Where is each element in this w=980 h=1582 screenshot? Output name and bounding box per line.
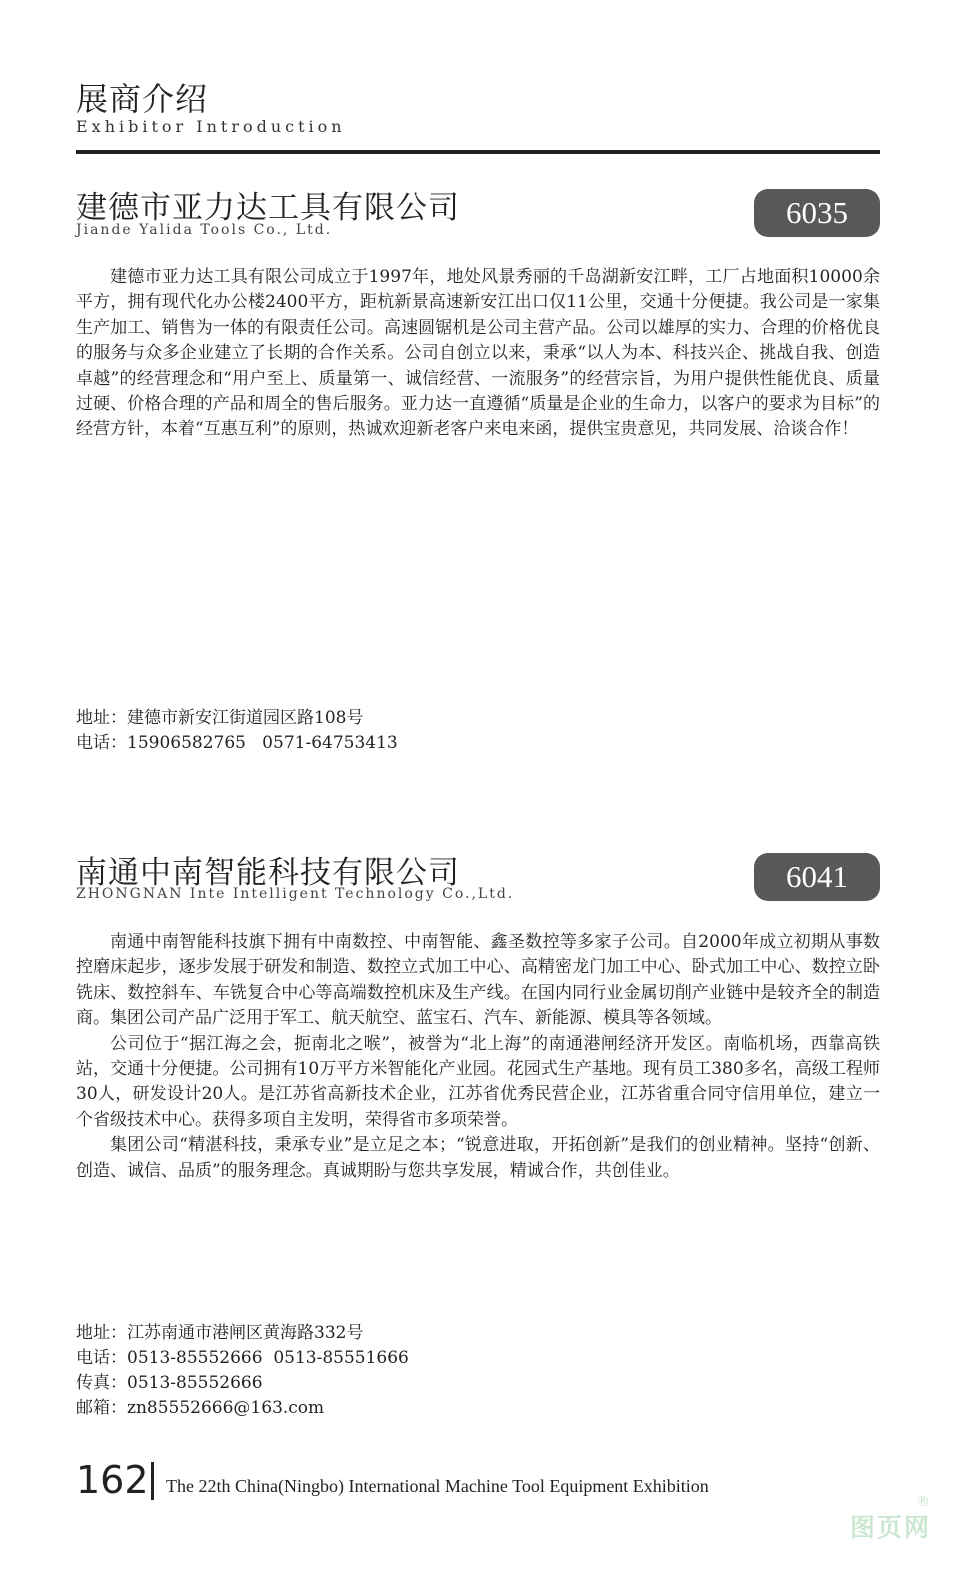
footer-divider: [151, 1462, 154, 1500]
contact-phone: [76, 1346, 409, 1371]
contact-value: 0513-85552666: [127, 1373, 263, 1393]
description-paragraph: 公司位于“据江海之会，扼南北之喉”，被誉为“北上海”的南通港闸经济开发区。南临机场，西靠高铁站，交通十分便捷。公司拥有10万平方米智能化产业园。花园式生产基地。现有员工380多名，高级工程师30人，研发设计20人。是江苏省高新技术企业，江苏省优秀民营企业，江苏省重合同守信用单位，建立一个省级技术中心。获得多项自主发明，荣得省市多项荣誉。: [76, 1033, 880, 1130]
company-description: [0, 930, 980, 1184]
contact-phone: [76, 731, 398, 756]
booth-number-badge: 6041: [754, 853, 880, 901]
company-name-en: ZHONGNAN Inte Intelligent Technology Co.,Ltd.: [76, 886, 515, 902]
contact-label: 地址：: [76, 1323, 127, 1343]
header-divider: [76, 150, 880, 154]
section-title: 展商介绍: [76, 80, 209, 118]
registered-mark-icon: ®: [916, 1494, 930, 1510]
contact-fax: [76, 1371, 409, 1396]
contact-address: [76, 706, 398, 731]
company-description: 建德市亚力达工具有限公司成立于1997年，地处风景秀丽的千岛湖新安江畔，工厂占地面积10000余平方，拥有现代化办公楼2400平方，距杭新景高速新安江出口仅11公里，交通十分便捷。我公司是一家集生产加工、销售为一体的有限责任公司。高速圆锯机是公司主营产品。公司以雄厚的实力、合理的价格优良的服务与众多企业建立了长期的合作关系。公司自创立以来，秉承“以人为本、科技兴企、挑战自我、创造卓越”的经营理念和“用户至上、质量第一、诚信经营、一流服务”的经营宗旨，为用户提供性能优良、质量过硬、价格合理的产品和周全的售后服务。亚力达一直遵循“质量是企业的生命力，以客户的要求为目标”的经营方针，本着“互惠互利”的原则，热诚欢迎新老客户来电来函，提供宝贵意见，共同发展、洽谈合作！: [76, 267, 880, 440]
booth-number-badge: 6035: [754, 189, 880, 237]
contact-value: 0513-85552666 0513-85551666: [127, 1348, 409, 1368]
contact-label: 电话：: [76, 1348, 127, 1368]
contact-value: zn85552666@163.com: [127, 1398, 325, 1418]
contact-address: [76, 1321, 409, 1346]
footer-text: The 22th China(Ningbo) International Machine Tool Equipment Exhibition: [166, 1476, 709, 1496]
contact-email: [76, 1396, 409, 1421]
contact-label: 邮箱：: [76, 1398, 127, 1418]
company-name: 南通中南智能科技有限公司: [76, 855, 460, 891]
company-name: 建德市亚力达工具有限公司: [76, 190, 460, 226]
watermark-logo: 图页网: [850, 1513, 932, 1542]
contact-label: 传真：: [76, 1373, 127, 1393]
contact-label: 地址：: [76, 708, 127, 728]
contact-value: 建德市新安江街道园区路108号: [127, 708, 364, 728]
company-contacts: [76, 706, 398, 756]
contact-label: 电话：: [76, 733, 127, 753]
section-subtitle: Exhibitor Introduction: [76, 117, 346, 136]
company-contacts: [76, 1321, 409, 1421]
description-paragraph: 南通中南智能科技旗下拥有中南数控、中南智能、鑫圣数控等多家子公司。自2000年成立初期从事数控磨床起步，逐步发展于研发和制造、数控立式加工中心、高精密龙门加工中心、卧式加工中心、数控立卧铣床、数控斜车、车铣复合中心等高端数控机床及生产线。在国内同行业金属切削产业链中是较齐全的制造商。集团公司产品广泛用于军工、航天航空、蓝宝石、汽车、新能源、模具等各领域。: [76, 932, 880, 1029]
description-paragraph: 集团公司“精湛科技，秉承专业”是立足之本；“锐意进取，开拓创新”是我们的创业精神。坚持“创新、创造、诚信、品质”的服务理念。真诚期盼与您共享发展，精诚合作，共创佳业。: [76, 1135, 880, 1181]
contact-value: 江苏南通市港闸区黄海路332号: [127, 1323, 364, 1343]
contact-value: 15906582765 0571-64753413: [127, 733, 398, 753]
page-number: 162: [76, 1458, 149, 1502]
company-name-en: Jiande Yalida Tools Co., Ltd.: [76, 222, 333, 238]
